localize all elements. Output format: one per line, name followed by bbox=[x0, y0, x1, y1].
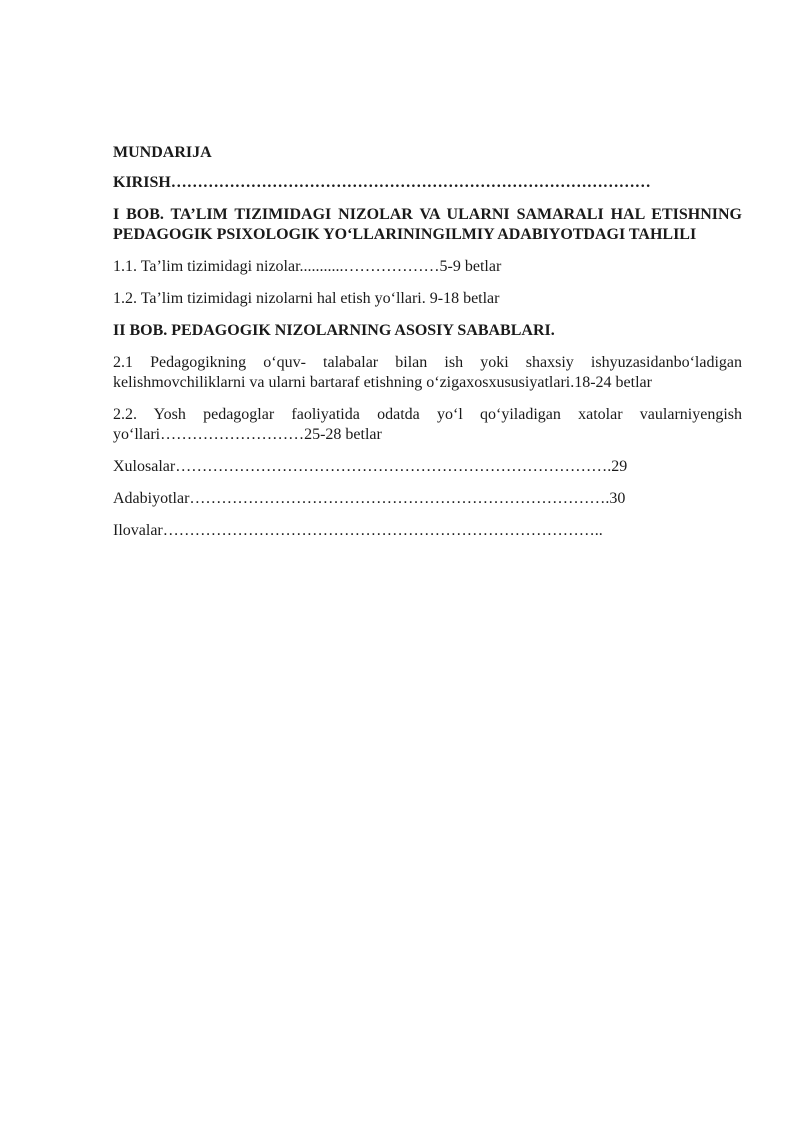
toc-chapter-2: II BOB. PEDAGOGIK NIZOLARNING ASOSIY SABABLARI. bbox=[113, 322, 555, 339]
toc-entry-ilovalar: Ilovalar……………………………………………………………………….. bbox=[113, 522, 603, 539]
table-of-contents bbox=[113, 143, 742, 541]
toc-entry-2-1: 2.1 Pedagogikning o‘quv- talabalar bilan ish yoki shaxsiy ishyuzasidanbo‘ladigan kelishmovchiliklarni va ularni bartaraf etishning o‘zigaxosxususiyatlari.18-24 betlar bbox=[113, 354, 742, 391]
toc-entry-2-2: 2.2. Yosh pedagoglar faoliyatida odatda yo‘l qo‘yiladigan xatolar vaularniyengish yo‘llari………………………25-28 betlar bbox=[113, 406, 742, 443]
toc-entry-kirish: KIRISH……………………………………………………………………………… bbox=[113, 174, 651, 191]
toc-chapter-1: I BOB. TA’LIM TIZIMIDAGI NIZOLAR VA ULARNI SAMARALI HAL ETISHNING PEDAGOGIK PSIXOLOGIK YO‘LLARININGILMIY ADABIYOTDAGI TAHLILI bbox=[113, 206, 742, 243]
toc-entry-xulosalar: Xulosalar……………………………………………………………………….29 bbox=[113, 458, 628, 475]
toc-entry-1-1: 1.1. Ta’lim tizimidagi nizolar...........………………5-9 betlar bbox=[113, 258, 502, 275]
toc-entry-adabiyotlar: Adabiyotlar…………………………………………………………………….30 bbox=[113, 490, 626, 507]
toc-entry-1-2: 1.2. Ta’lim tizimidagi nizolarni hal etish yo‘llari. 9-18 betlar bbox=[113, 290, 500, 307]
toc-title: MUNDARIJA bbox=[113, 144, 212, 161]
